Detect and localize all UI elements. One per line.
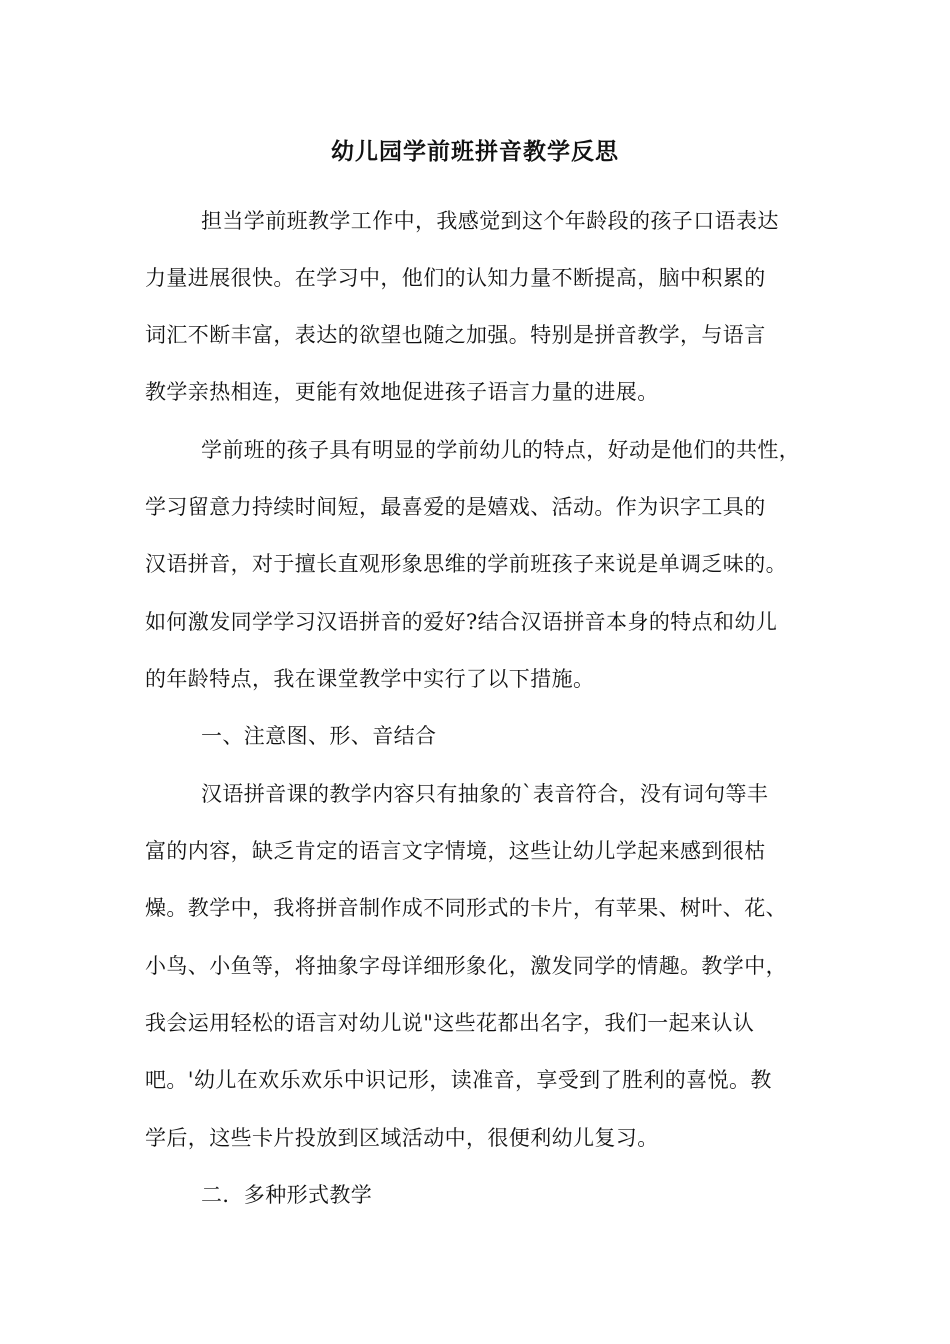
paragraph-line: 词汇不断丰富，表达的欲望也随之加强。特别是拼音教学，与语言 <box>145 323 766 347</box>
paragraph-line: 学习留意力持续时间短，最喜爱的是嬉戏、活动。作为识字工具的 <box>145 495 766 519</box>
section-heading: 一、注意图、形、音结合 <box>201 724 437 748</box>
paragraph-line: 燥。教学中，我将拼音制作成不同形式的卡片，有苹果、树叶、花、 <box>145 896 787 920</box>
paragraph-line: 担当学前班教学工作中，我感觉到这个年龄段的孩子口语表达 <box>201 209 779 233</box>
paragraph-line: 我会运用轻松的语言对幼儿说"这些花都出名字，我们一起来认认 <box>145 1011 755 1035</box>
paragraph-line: 小鸟、小鱼等，将抽象字母详细形象化，激发同学的情趣。教学中， <box>145 954 787 978</box>
paragraph-line: 富的内容，缺乏肯定的语言文字情境，这些让幼儿学起来感到很枯 <box>145 839 766 863</box>
paragraph-line: 学后，这些卡片投放到区域活动中，很便利幼儿复习。 <box>145 1126 659 1150</box>
paragraph-line: 汉语拼音，对于擅长直观形象思维的学前班孩子来说是单调乏味的。 <box>145 552 787 576</box>
document-title: 幼儿园学前班拼音教学反思 <box>331 138 619 165</box>
paragraph-line: 学前班的孩子具有明显的学前幼儿的特点，好动是他们的共性， <box>201 438 801 462</box>
paragraph-line: 教学亲热相连，更能有效地促进孩子语言力量的进展。 <box>145 380 659 404</box>
paragraph-line: 的年龄特点，我在课堂教学中实行了以下措施。 <box>145 667 595 691</box>
paragraph-line: 吧。'幼儿在欢乐欢乐中识记形，读准音，享受到了胜利的喜悦。教 <box>145 1068 772 1092</box>
paragraph-line: 如何激发同学学习汉语拼音的爱好?结合汉语拼音本身的特点和幼儿 <box>145 610 778 634</box>
section-heading: 二．多种形式教学 <box>201 1183 373 1207</box>
paragraph-line: 力量进展很快。在学习中，他们的认知力量不断提高，脑中积累的 <box>145 266 766 290</box>
paragraph-line: 汉语拼音课的教学内容只有抽象的`表音符合，没有词句等丰 <box>201 782 769 806</box>
